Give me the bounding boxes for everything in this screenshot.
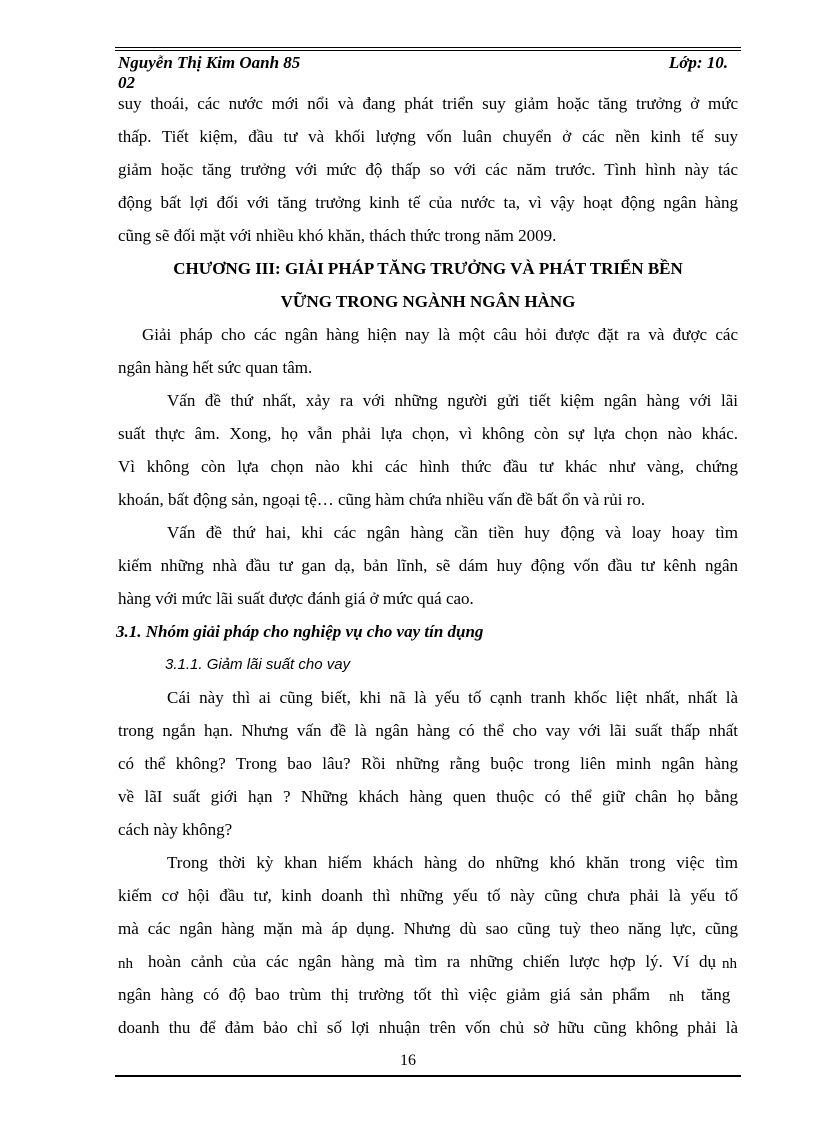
paragraph-line: động bất lợi đối với tăng trưởng kinh tế của nước ta, vì vậy hoạt động ngân hàng: [118, 193, 738, 212]
paragraph-line: hàng với mức lãi suất được đánh giá ở mức quá cao.: [118, 589, 474, 608]
paragraph-line: cách này không?: [118, 820, 233, 839]
stray-text-fragment: nh: [722, 956, 737, 972]
page-header: [118, 53, 740, 93]
paragraph-line: doanh thu để đảm bảo chỉ số lợi nhuận trên vốn chủ sở hữu cũng không phải là: [118, 1018, 738, 1037]
stray-text-fragment: nh: [118, 956, 133, 972]
subsection-heading: 3.1.1. Giảm lãi suất cho vay: [165, 656, 351, 673]
paragraph-line: Vấn đề thứ nhất, xảy ra với những người gửi tiết kiệm ngân hàng với lãi: [167, 391, 738, 410]
paragraph-line: giảm hoặc tăng trưởng với mức độ thấp so với các năm trước. Tình hình này tác: [118, 160, 738, 179]
paragraph-line: kiếm cơ hội đầu tư, kinh doanh thì những yếu tố này cũng chưa phải là yếu tố: [118, 886, 738, 905]
paragraph-line: ngân hàng có độ bao trùm thị trường tốt thì việc giảm giá sản phẩm: [118, 985, 650, 1004]
author-name: Nguyễn Thị Kim Oanh 85 02: [118, 53, 301, 92]
chapter-title: CHƯƠNG III: GIẢI PHÁP TĂNG TRƯỞNG VÀ PHÁT TRIỂN BỀN: [173, 259, 683, 278]
paragraph-line: Trong thời kỳ khan hiếm khách hàng do những khó khăn trong việc tìm: [167, 853, 738, 872]
paragraph-line: khoán, bất động sản, ngoại tệ… cũng hàm chứa nhiều vấn đề bất ổn và rủi ro.: [118, 490, 646, 509]
paragraph-line: hoàn cảnh của các ngân hàng mà tìm ra những chiến lược hợp lý. Ví dụ: [148, 952, 716, 971]
paragraph-line: thấp. Tiết kiệm, đầu tư và khối lượng vốn luân chuyển ở các nền kinh tế suy: [118, 127, 738, 146]
footer-rule: [115, 1075, 741, 1077]
paragraph-line: có thể không? Trong bao lâu? Rồi những rằng buộc trong liên minh ngân hàng: [118, 754, 738, 773]
paragraph-line: mà các ngân hàng mặn mà áp dụng. Nhưng dù sao cũng tuỳ theo năng lực, cũng: [118, 919, 738, 938]
paragraph-line: kiếm những nhà đầu tư gan dạ, bản lĩnh, sẽ dám huy động vốn đầu tư kênh ngân: [118, 556, 738, 575]
paragraph-line: suy thoái, các nước mới nổi và đang phát triển suy giảm hoặc tăng trưởng ở mức: [118, 94, 738, 113]
paragraph-line: cũng sẽ đối mặt với nhiều khó khăn, thách thức trong năm 2009.: [118, 226, 557, 245]
stray-text-fragment: nh: [669, 989, 684, 1005]
paragraph-line: suất thực âm. Xong, họ vẫn phải lựa chọn, vì không còn sự lựa chọn nào khác.: [118, 424, 738, 443]
paragraph-line: về lãI suất giới hạn ? Những khách hàng quen thuộc có thể giữ chân họ bằng: [118, 787, 738, 806]
paragraph-line-fragment: tăng: [701, 985, 731, 1004]
paragraph-line: trong ngắn hạn. Nhưng vấn đề là ngân hàng có thể cho vay với lãi suất thấp nhất: [118, 721, 738, 740]
paragraph-line: Cái này thì ai cũng biết, khi nã là yếu tố cạnh tranh khốc liệt nhất, nhất là: [167, 688, 738, 707]
page-number: 16: [400, 1052, 416, 1069]
header-rule-top-2: [115, 50, 741, 51]
header-rule-top: [115, 47, 741, 48]
paragraph-line: Vì không còn lựa chọn nào khi các hình thức đầu tư khác như vàng, chứng: [118, 457, 738, 476]
paragraph-line: Vấn đề thứ hai, khi các ngân hàng cần tiền huy động và loay hoay tìm: [167, 523, 738, 542]
section-heading: 3.1. Nhóm giải pháp cho nghiệp vụ cho vay tín dụng: [116, 622, 484, 641]
class-label: Lớp: 10.: [668, 53, 728, 72]
paragraph-line: ngân hàng hết sức quan tâm.: [118, 358, 313, 377]
paragraph-line: Giải pháp cho các ngân hàng hiện nay là một câu hỏi được đặt ra và được các: [142, 325, 738, 344]
chapter-title: VỮNG TRONG NGÀNH NGÂN HÀNG: [280, 292, 576, 311]
